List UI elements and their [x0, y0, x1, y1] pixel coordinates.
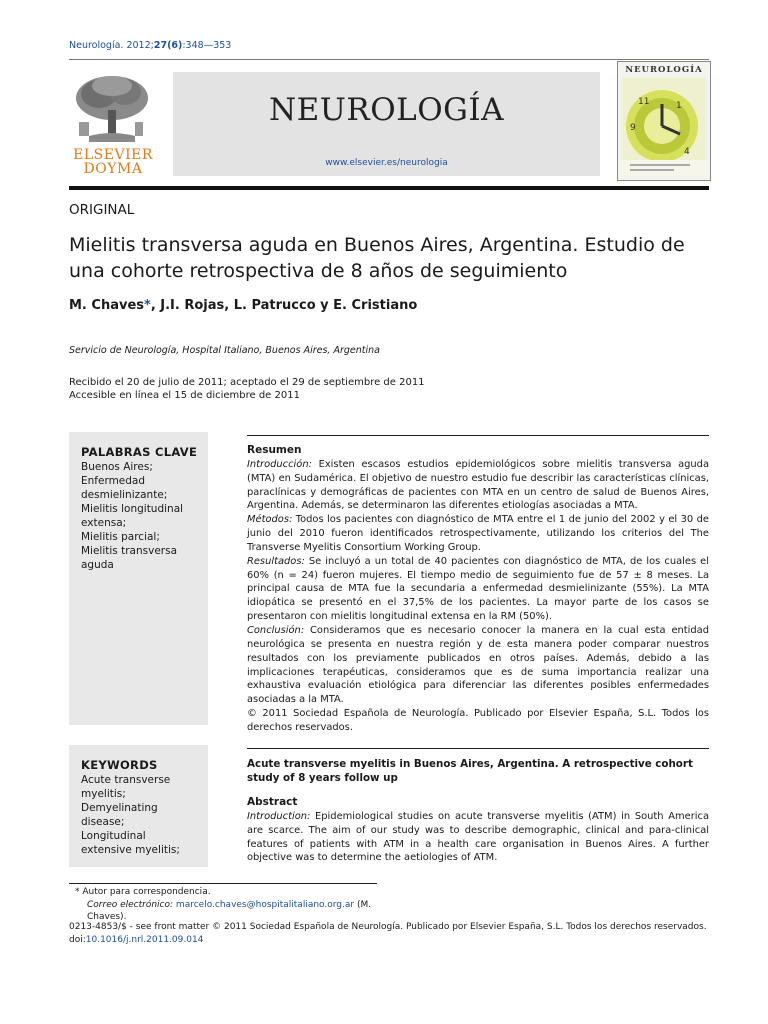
svg-text:4: 4	[684, 147, 690, 157]
resumen-heading: Resumen	[247, 444, 302, 456]
header-thick-rule	[69, 186, 709, 190]
cover-title: NEUROLOGÍA	[625, 65, 703, 75]
citation-journal: Neurología. 2012;	[69, 40, 154, 51]
author-rest: , J.I. Rojas, L. Patrucco y E. Cristiano	[150, 298, 418, 313]
email-label: Correo electrónico:	[87, 900, 174, 910]
svg-text:1: 1	[676, 101, 682, 111]
section-label: ORIGINAL	[69, 202, 135, 218]
resumen-block	[247, 444, 709, 735]
clock-illustration-icon	[622, 78, 706, 176]
keywords-list-es	[81, 460, 208, 572]
header-rule	[69, 59, 709, 60]
keyword-item: myelitis;	[81, 788, 126, 800]
doi-link[interactable]: 10.1016/j.nrl.2011.09.014	[85, 935, 204, 945]
elsevier-tree-icon	[69, 72, 155, 144]
intro-text: Existen escasos estudios epidemiológicos sobre mielitis transversa aguda (MTA) en Sudamérica. El objetivo de nuestro estudio fue describir las características clínicas, paraclínicas y demográficas de pacientes con MTA en un centro de salud de Buenos Aires, Argentina. Además, se determinaron las diferentes etiologías asociadas a MTA.	[247, 458, 709, 512]
english-rule	[247, 748, 709, 749]
keyword-item: Enfermedad	[81, 475, 146, 487]
resumen-results	[247, 555, 709, 624]
keyword-item: extensa;	[81, 517, 127, 529]
author-first: M. Chaves	[69, 298, 144, 313]
resumen-methods	[247, 513, 709, 555]
english-title: Acute transverse myelitis in Buenos Aires, Argentina. A retrospective cohort study of 8 years follow up	[247, 758, 693, 784]
abstract-heading: Abstract	[247, 796, 298, 808]
corresponding-mark-link[interactable]: *	[144, 298, 151, 313]
online-date: Accesible en línea el 15 de diciembre de 2011	[69, 390, 300, 401]
keyword-item: Acute transverse	[81, 774, 171, 786]
conclusion-label: Conclusión:	[247, 624, 305, 636]
author-list	[69, 298, 417, 313]
keyword-item: Longitudinal	[81, 830, 146, 842]
keyword-item: Demyelinating	[81, 802, 158, 814]
citation	[69, 40, 231, 51]
keyword-item: extensive myelitis;	[81, 844, 180, 856]
citation-volume: 27(6)	[153, 40, 183, 51]
resumen-copyright: © 2011 Sociedad Española de Neurología. Publicado por Elsevier España, S.L. Todos los derechos reservados.	[247, 708, 709, 733]
svg-text:11: 11	[638, 97, 650, 107]
resumen-conclusion	[247, 624, 709, 707]
keyword-item: disease;	[81, 816, 125, 828]
keyword-item: desmielinizante;	[81, 489, 168, 501]
keywords-box-es	[69, 432, 208, 725]
keywords-box-en	[69, 745, 208, 867]
english-abstract	[247, 796, 709, 865]
en-intro-label: Introduction:	[247, 810, 311, 822]
footnote-text: Autor para correspondencia.	[82, 887, 211, 897]
keywords-heading-es: PALABRAS CLAVE	[81, 445, 198, 459]
footnote-corresponding	[75, 886, 211, 898]
journal-url-link[interactable]: www.elsevier.es/neurologia	[325, 158, 448, 168]
footnote-mark: *	[75, 887, 80, 897]
keyword-item: Mielitis longitudinal	[81, 503, 184, 515]
results-label: Resultados:	[247, 555, 305, 567]
article-dates	[69, 376, 425, 402]
footnote-rule	[69, 883, 377, 884]
journal-header	[173, 72, 600, 176]
keyword-item: Mielitis transversa	[81, 545, 178, 557]
received-date: Recibido el 20 de julio de 2011; aceptado el 29 de septiembre de 2011	[69, 377, 425, 388]
methods-text: Todos los pacientes con diagnóstico de MTA entre el 1 de junio del 2002 y el 30 de junio del 2010 fueron identificados retrospectivamente, utilizando los criterios del The Transverse Myelitis Consortium Working Group.	[247, 514, 709, 553]
keywords-list-en	[81, 773, 208, 857]
en-intro-text: Epidemiological studies on acute transverse myelitis (ATM) in South America are scarce. The aim of our study was to describe demographic, clinical and para-clinical features of patients with ATM in a health care organisation in Buenos Aires. A further objective was to determine the aetiologies of ATM.	[247, 810, 709, 864]
intro-label: Introducción:	[247, 458, 312, 470]
journal-cover-image	[617, 61, 711, 181]
issn-line: 0213-4853/$ - see front matter © 2011 Sociedad Española de Neurología. Publicado por Elsevier España, S.L. Todos los derechos reservados.	[69, 922, 707, 932]
keyword-item: aguda	[81, 559, 114, 571]
doi-label: doi:	[69, 935, 86, 945]
svg-text:9: 9	[630, 123, 636, 133]
citation-pages: :348—353	[182, 40, 232, 51]
conclusion-text: Consideramos que es necesario conocer la manera en la cual esta entidad neurológica se presenta en nuestra región y de esta manera poder comparar nuestros resultados con los previamente publicados en otros países. Además, debido a las implicaciones terapéuticas, consideramos que es de suma importancia realizar una exhaustiva evaluación etiológica para diferenciar las diferentes posibles enfermedades asociadas a la MTA.	[247, 624, 709, 706]
publisher-imprint: DOYMA	[83, 161, 143, 177]
journal-title: NEUROLOGÍA	[268, 92, 505, 128]
email-suffix: (M. Chaves).	[87, 900, 372, 922]
resumen-rule	[247, 435, 709, 436]
doi-line	[69, 934, 203, 946]
footnote-email	[87, 899, 379, 923]
elsevier-logo	[69, 72, 157, 180]
resumen-introduction	[247, 458, 709, 513]
publisher-name: ELSEVIER	[73, 147, 153, 163]
keyword-item: Mielitis parcial;	[81, 531, 160, 543]
affiliation: Servicio de Neurología, Hospital Italiano, Buenos Aires, Argentina	[69, 345, 380, 356]
methods-label: Métodos:	[247, 514, 293, 526]
abstract-introduction	[247, 810, 709, 865]
email-link[interactable]: marcelo.chaves@hospitalitaliano.org.ar	[175, 900, 355, 910]
article-title: Mielitis transversa aguda en Buenos Aires, Argentina. Estudio de una cohorte retrospectiva de 8 años de seguimiento	[69, 234, 685, 282]
keywords-heading-en: KEYWORDS	[81, 758, 158, 772]
results-text: Se incluyó a un total de 40 pacientes con diagnóstico de MTA, de los cuales el 60% (n = 24) fueron mujeres. El tiempo medio de seguimiento fue de 57 ± 8 meses. La principal causa de MTA fue la secundaria a enfermedad desmielinizante (55%). La MTA idiopática se presentó en el 37,5% de los pacientes. La mayor parte de los casos se presentaron con mielitis longitudinal extensa en la RM (50%).	[247, 555, 709, 623]
keyword-item: Buenos Aires;	[81, 461, 153, 473]
